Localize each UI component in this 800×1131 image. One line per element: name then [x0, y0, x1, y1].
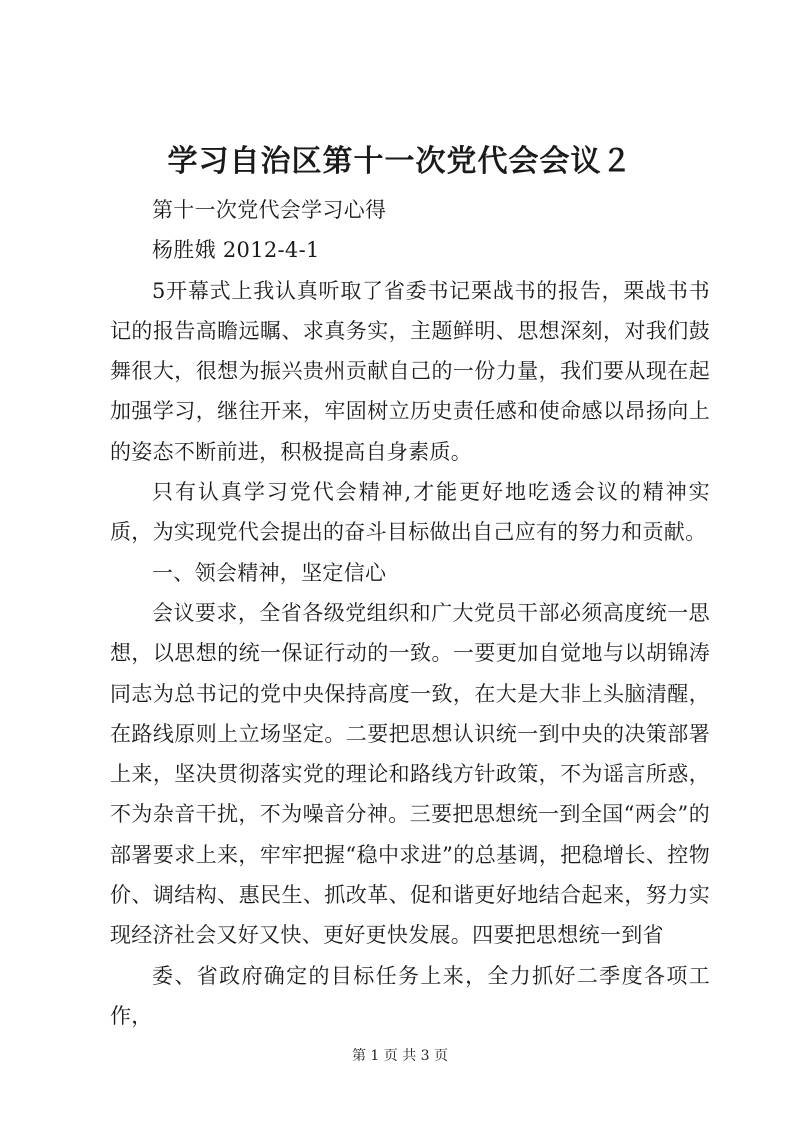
body-paragraph: 委、省政府确定的目标任务上来，全力抓好二季度各项工作，: [110, 963, 710, 1028]
body-paragraph: 5开幕式上我认真听取了省委书记栗战书的报告，栗战书书记的报告高瞻远瞩、求真务实，主题鲜明、思想深刻，对我们鼓舞很大，很想为振兴贵州贡献自己的一份力量，我们要从现在起加强学习，继往开来，牢固树立历史责任感和使命感以昂扬向上的姿态不断前进，积极提高自身素质。: [110, 278, 710, 464]
document-body: [110, 190, 710, 1036]
body-paragraph: 会议要求，全省各级党组织和广大党员干部必须高度统一思想，以思想的统一保证行动的一致。一要更加自觉地与以胡锦涛同志为总书记的党中央保持高度一致，在大是大非上头脑清醒，在路线原则上立场坚定。二要把思想认识统一到中央的决策部署上来，坚决贯彻落实党的理论和路线方针政策，不为谣言所惑，不为杂音干扰，不为噪音分神。三要把思想统一到全国“两会”的部署要求上来，牢牢把握“稳中求进”的总基调，把稳增长、控物价、调结构、惠民生、抓改革、促和谐更好地结合起来，努力实现经济社会又好又快、更好更快发展。四要把思想统一到省: [110, 600, 710, 948]
body-paragraph: 只有认真学习党代会精神,才能更好地吃透会议的精神实质，为实现党代会提出的奋斗目标做出自己应有的努力和贡献。: [110, 480, 710, 545]
subtitle-paragraph: 第十一次党代会学习心得: [152, 198, 387, 222]
document-title: 学习自治区第十一次党代会会议２: [167, 144, 633, 179]
author-date-paragraph: 杨胜娥 2012-4-1: [152, 238, 320, 263]
section-heading: 一、领会精神，坚定信心: [152, 560, 387, 585]
page-footer: 第 1 页 共 3 页: [351, 1048, 449, 1064]
